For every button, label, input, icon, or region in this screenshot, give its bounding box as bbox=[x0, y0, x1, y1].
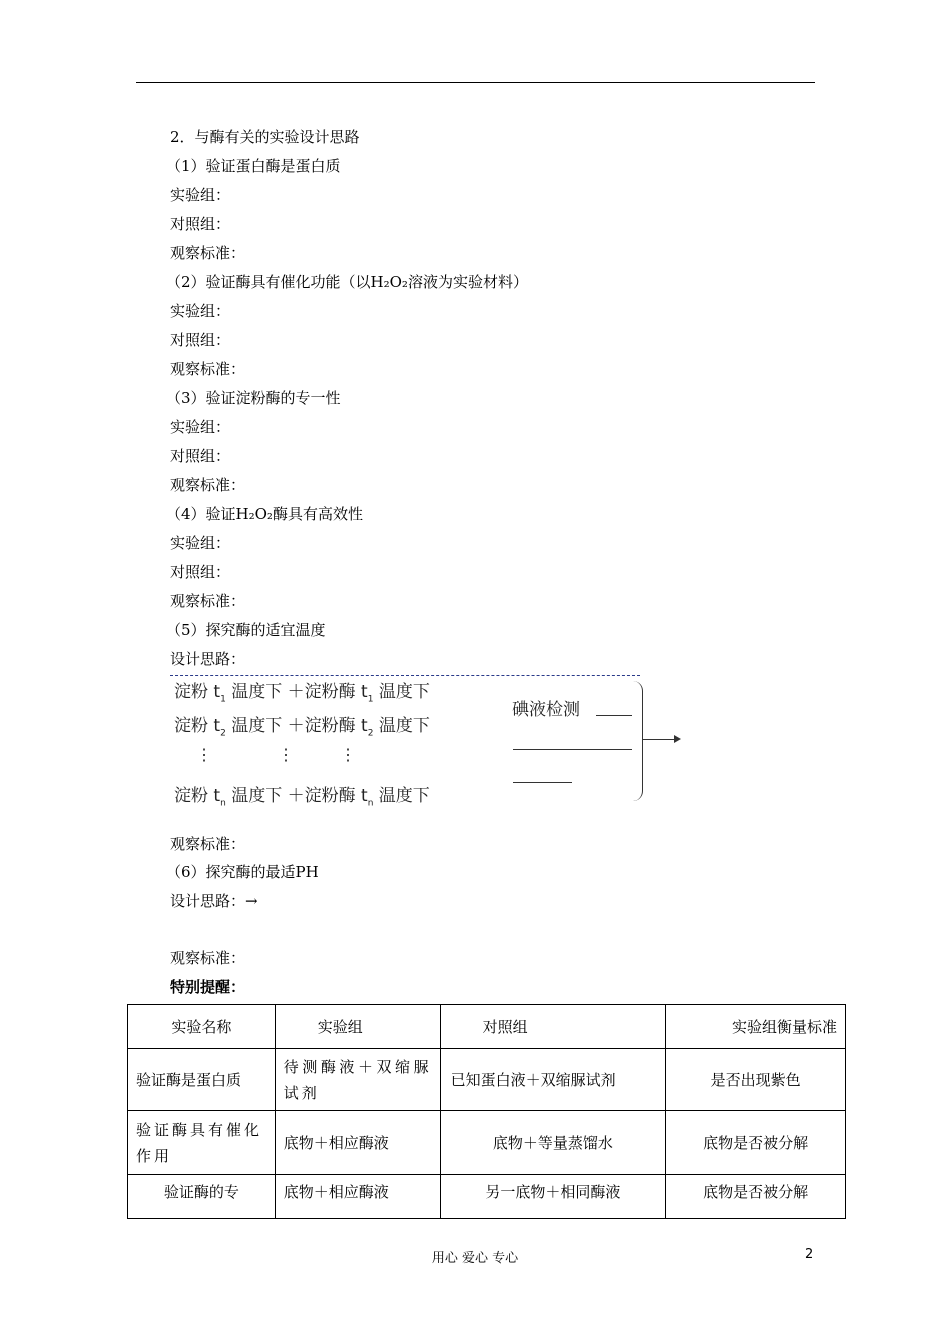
table-header-cell: 实验组 bbox=[275, 1005, 440, 1049]
table-cell: 底物是否被分解 bbox=[666, 1111, 846, 1175]
s4-observation: 观察标准： bbox=[170, 592, 246, 610]
table-header-cell: 对照组 bbox=[440, 1005, 666, 1049]
s3-observation: 观察标准： bbox=[170, 476, 246, 494]
page-footer: 用心 爱心 专心 bbox=[431, 1251, 519, 1266]
header-rule bbox=[136, 82, 815, 83]
s2-title: （2）验证酶具有催化功能（以H₂O₂溶液为实验材料） bbox=[166, 273, 528, 291]
table-cell: 验证酶是蛋白质 bbox=[128, 1049, 276, 1111]
iodine-test-label: 碘液检测 bbox=[512, 700, 580, 720]
table-cell: 验证酶具有催化作用 bbox=[128, 1111, 276, 1175]
blank-line bbox=[596, 715, 632, 716]
vertical-ellipsis: ⋮ bbox=[278, 745, 294, 764]
s2-experimental: 实验组： bbox=[170, 302, 231, 320]
table-cell: 底物是否被分解 bbox=[666, 1175, 846, 1219]
table-header-cell: 实验名称 bbox=[128, 1005, 276, 1049]
s4-control: 对照组： bbox=[170, 563, 231, 581]
table-header-cell: 实验组衡量标准 bbox=[666, 1005, 846, 1049]
right-brace bbox=[632, 681, 643, 801]
section-heading: 2．与酶有关的实验设计思路 bbox=[170, 128, 360, 146]
s5-title: （5）探究酶的适宜温度 bbox=[166, 621, 326, 639]
s6-design-idea: 设计思路：→ bbox=[170, 892, 258, 910]
table-cell: 底物＋相应酶液 bbox=[275, 1175, 440, 1219]
special-reminder: 特别提醒： bbox=[170, 978, 246, 996]
vertical-ellipsis: ⋮ bbox=[196, 745, 212, 764]
s1-observation: 观察标准： bbox=[170, 244, 246, 262]
diagram-row-n: 淀粉 $t_n$ 温度下 ＋淀粉酶 $t_n$ 温度下 bbox=[174, 786, 430, 809]
table-row bbox=[128, 1175, 846, 1219]
s4-title: （4）验证H₂O₂酶具有高效性 bbox=[166, 505, 363, 523]
page-number: 2 bbox=[805, 1247, 814, 1262]
s2-observation: 观察标准： bbox=[170, 360, 246, 378]
dashed-separator bbox=[170, 675, 640, 676]
s1-experimental: 实验组： bbox=[170, 186, 231, 204]
summary-table bbox=[127, 1004, 846, 1219]
s5-design-idea: 设计思路： bbox=[170, 650, 246, 668]
table-row bbox=[128, 1111, 846, 1175]
temperature-experiment-diagram bbox=[170, 675, 640, 809]
s6-title: （6）探究酶的最适PH bbox=[166, 863, 319, 881]
table-cell: 待测酶液＋双缩脲试剂 bbox=[275, 1049, 440, 1111]
s3-control: 对照组： bbox=[170, 447, 231, 465]
table-cell: 是否出现紫色 bbox=[666, 1049, 846, 1111]
table-cell: 已知蛋白液＋双缩脲试剂 bbox=[440, 1049, 666, 1111]
s2-control: 对照组： bbox=[170, 331, 231, 349]
s3-experimental: 实验组： bbox=[170, 418, 231, 436]
s3-title: （3）验证淀粉酶的专一性 bbox=[166, 389, 341, 407]
arrow-line bbox=[642, 739, 678, 740]
table-row bbox=[128, 1049, 846, 1111]
diagram-row-1: 淀粉 $t_1$ 温度下 ＋淀粉酶 $t_1$ 温度下 bbox=[174, 682, 430, 705]
table-cell: 底物＋等量蒸馏水 bbox=[440, 1111, 666, 1175]
table-cell: 另一底物＋相同酶液 bbox=[440, 1175, 666, 1219]
s6-observation: 观察标准： bbox=[170, 949, 246, 967]
s1-control: 对照组： bbox=[170, 215, 231, 233]
s5-observation: 观察标准： bbox=[170, 835, 246, 853]
s1-title: （1）验证蛋白酶是蛋白质 bbox=[166, 157, 341, 175]
vertical-ellipsis: ⋮ bbox=[340, 745, 356, 764]
s4-experimental: 实验组： bbox=[170, 534, 231, 552]
table-header-row bbox=[128, 1005, 846, 1049]
diagram-row-2: 淀粉 $t_2$ 温度下 ＋淀粉酶 $t_2$ 温度下 bbox=[174, 716, 430, 739]
table-cell: 验证酶的专 bbox=[128, 1175, 276, 1219]
table-cell: 底物＋相应酶液 bbox=[275, 1111, 440, 1175]
blank-line bbox=[513, 782, 572, 783]
blank-line bbox=[513, 749, 632, 750]
arrowhead-icon bbox=[674, 735, 681, 743]
